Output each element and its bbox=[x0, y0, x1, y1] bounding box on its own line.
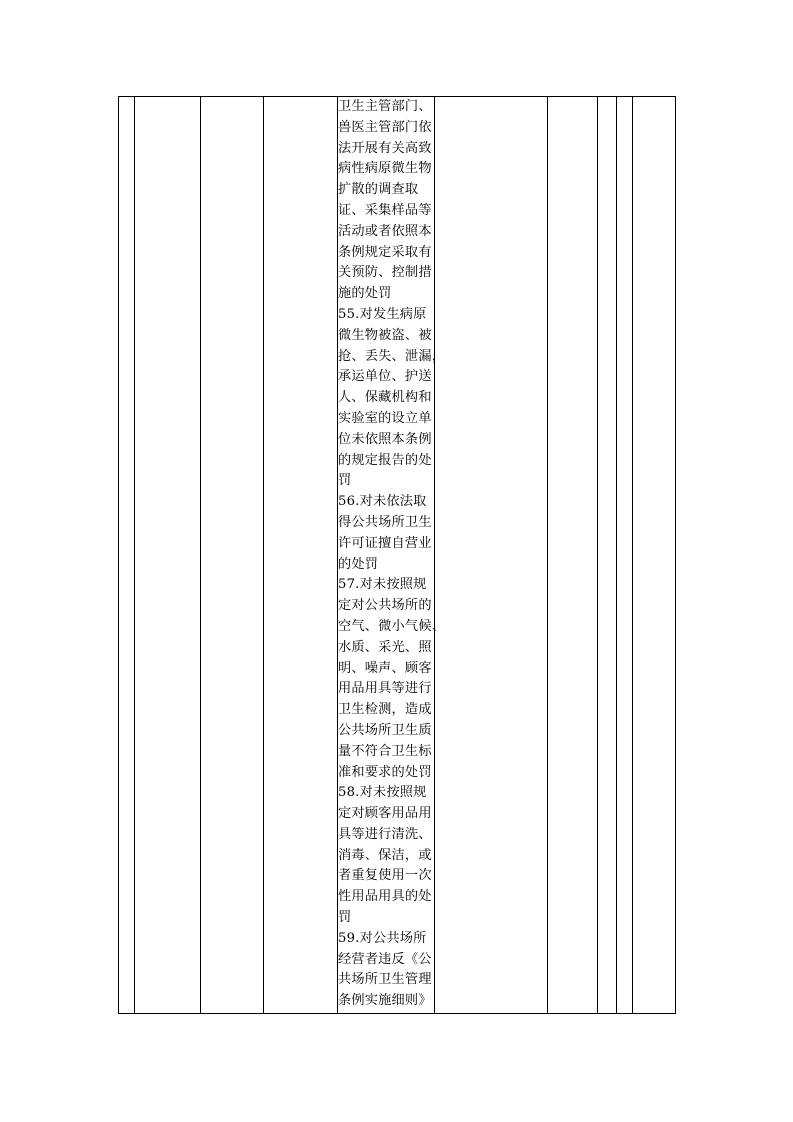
content-line: 实验室的设立单 bbox=[338, 410, 432, 426]
content-line: 水质、采光、照 bbox=[338, 639, 432, 655]
content-line: 具等进行清洗、 bbox=[338, 826, 432, 842]
content-line: 条例规定采取有 bbox=[338, 244, 432, 260]
table-cell-col-9 bbox=[617, 97, 633, 1014]
content-line: 明、噪声、顾客 bbox=[338, 660, 432, 676]
table-cell-col-6 bbox=[435, 97, 548, 1014]
content-line: 的规定报告的处 bbox=[338, 452, 432, 468]
content-line: 量不符合卫生标 bbox=[338, 743, 432, 759]
content-line: 法开展有关高致 bbox=[338, 140, 432, 156]
content-line: 人、保藏机构和 bbox=[338, 390, 432, 406]
table-cell-col-10 bbox=[633, 97, 676, 1014]
content-line: 活动或者依照本 bbox=[338, 223, 432, 239]
content-line: 位未依照本条例 bbox=[338, 431, 432, 447]
content-line: 55.对发生病原 bbox=[338, 306, 427, 322]
content-line: 用品用具等进行 bbox=[338, 681, 432, 697]
table-cell-col-7 bbox=[548, 97, 598, 1014]
content-line: 兽医主管部门依 bbox=[338, 119, 432, 135]
content-line: 消毒、保洁，或 bbox=[338, 847, 432, 863]
content-line: 条例实施细则》 bbox=[338, 993, 432, 1009]
content-line: 承运单位、护送 bbox=[338, 369, 432, 385]
table-cell-col-8 bbox=[598, 97, 617, 1014]
content-line: 58.对未按照规 bbox=[338, 785, 427, 801]
content-line: 微生物被盗、被 bbox=[338, 327, 432, 343]
content-line: 卫生主管部门、 bbox=[338, 99, 432, 114]
table-cell-col-4 bbox=[264, 97, 338, 1014]
content-line: 罚 bbox=[338, 473, 352, 489]
penalty-items-cell bbox=[338, 97, 446, 1014]
content-line: 定对顾客用品用 bbox=[338, 806, 432, 822]
content-line: 57.对未按照规 bbox=[338, 577, 427, 593]
table-cell-col-3 bbox=[201, 97, 264, 1014]
content-line: 公共场所卫生质 bbox=[338, 722, 432, 738]
content-line: 59.对公共场所 bbox=[338, 930, 427, 946]
content-line: 定对公共场所的 bbox=[338, 598, 432, 614]
content-line: 性用品用具的处 bbox=[338, 889, 432, 905]
content-line: 得公共场所卫生 bbox=[338, 514, 432, 530]
content-line: 共场所卫生管理 bbox=[338, 972, 432, 988]
content-line: 空气、微小气候、 bbox=[338, 618, 446, 634]
content-line: 证、采集样品等 bbox=[338, 202, 432, 218]
content-line: 关预防、控制措 bbox=[338, 265, 432, 281]
table-row bbox=[119, 97, 676, 1014]
content-line: 卫生检测，造成 bbox=[338, 702, 432, 718]
content-line: 扩散的调查取 bbox=[338, 182, 419, 198]
penalty-items-table bbox=[118, 96, 676, 1014]
content-line: 许可证擅自营业 bbox=[338, 535, 432, 551]
content-line: 准和要求的处罚 bbox=[338, 764, 432, 780]
table-cell-col-1 bbox=[119, 97, 135, 1014]
table-cell-col-2 bbox=[135, 97, 201, 1014]
content-line: 56.对未依法取 bbox=[338, 494, 427, 510]
content-line: 施的处罚 bbox=[338, 286, 392, 302]
content-line: 抢、丢失、泄漏， bbox=[338, 348, 446, 364]
content-line: 经营者违反《公 bbox=[338, 951, 432, 967]
content-line: 者重复使用一次 bbox=[338, 868, 432, 884]
content-line: 罚 bbox=[338, 910, 352, 926]
content-line: 的处罚 bbox=[338, 556, 379, 572]
content-line: 病性病原微生物 bbox=[338, 161, 432, 177]
